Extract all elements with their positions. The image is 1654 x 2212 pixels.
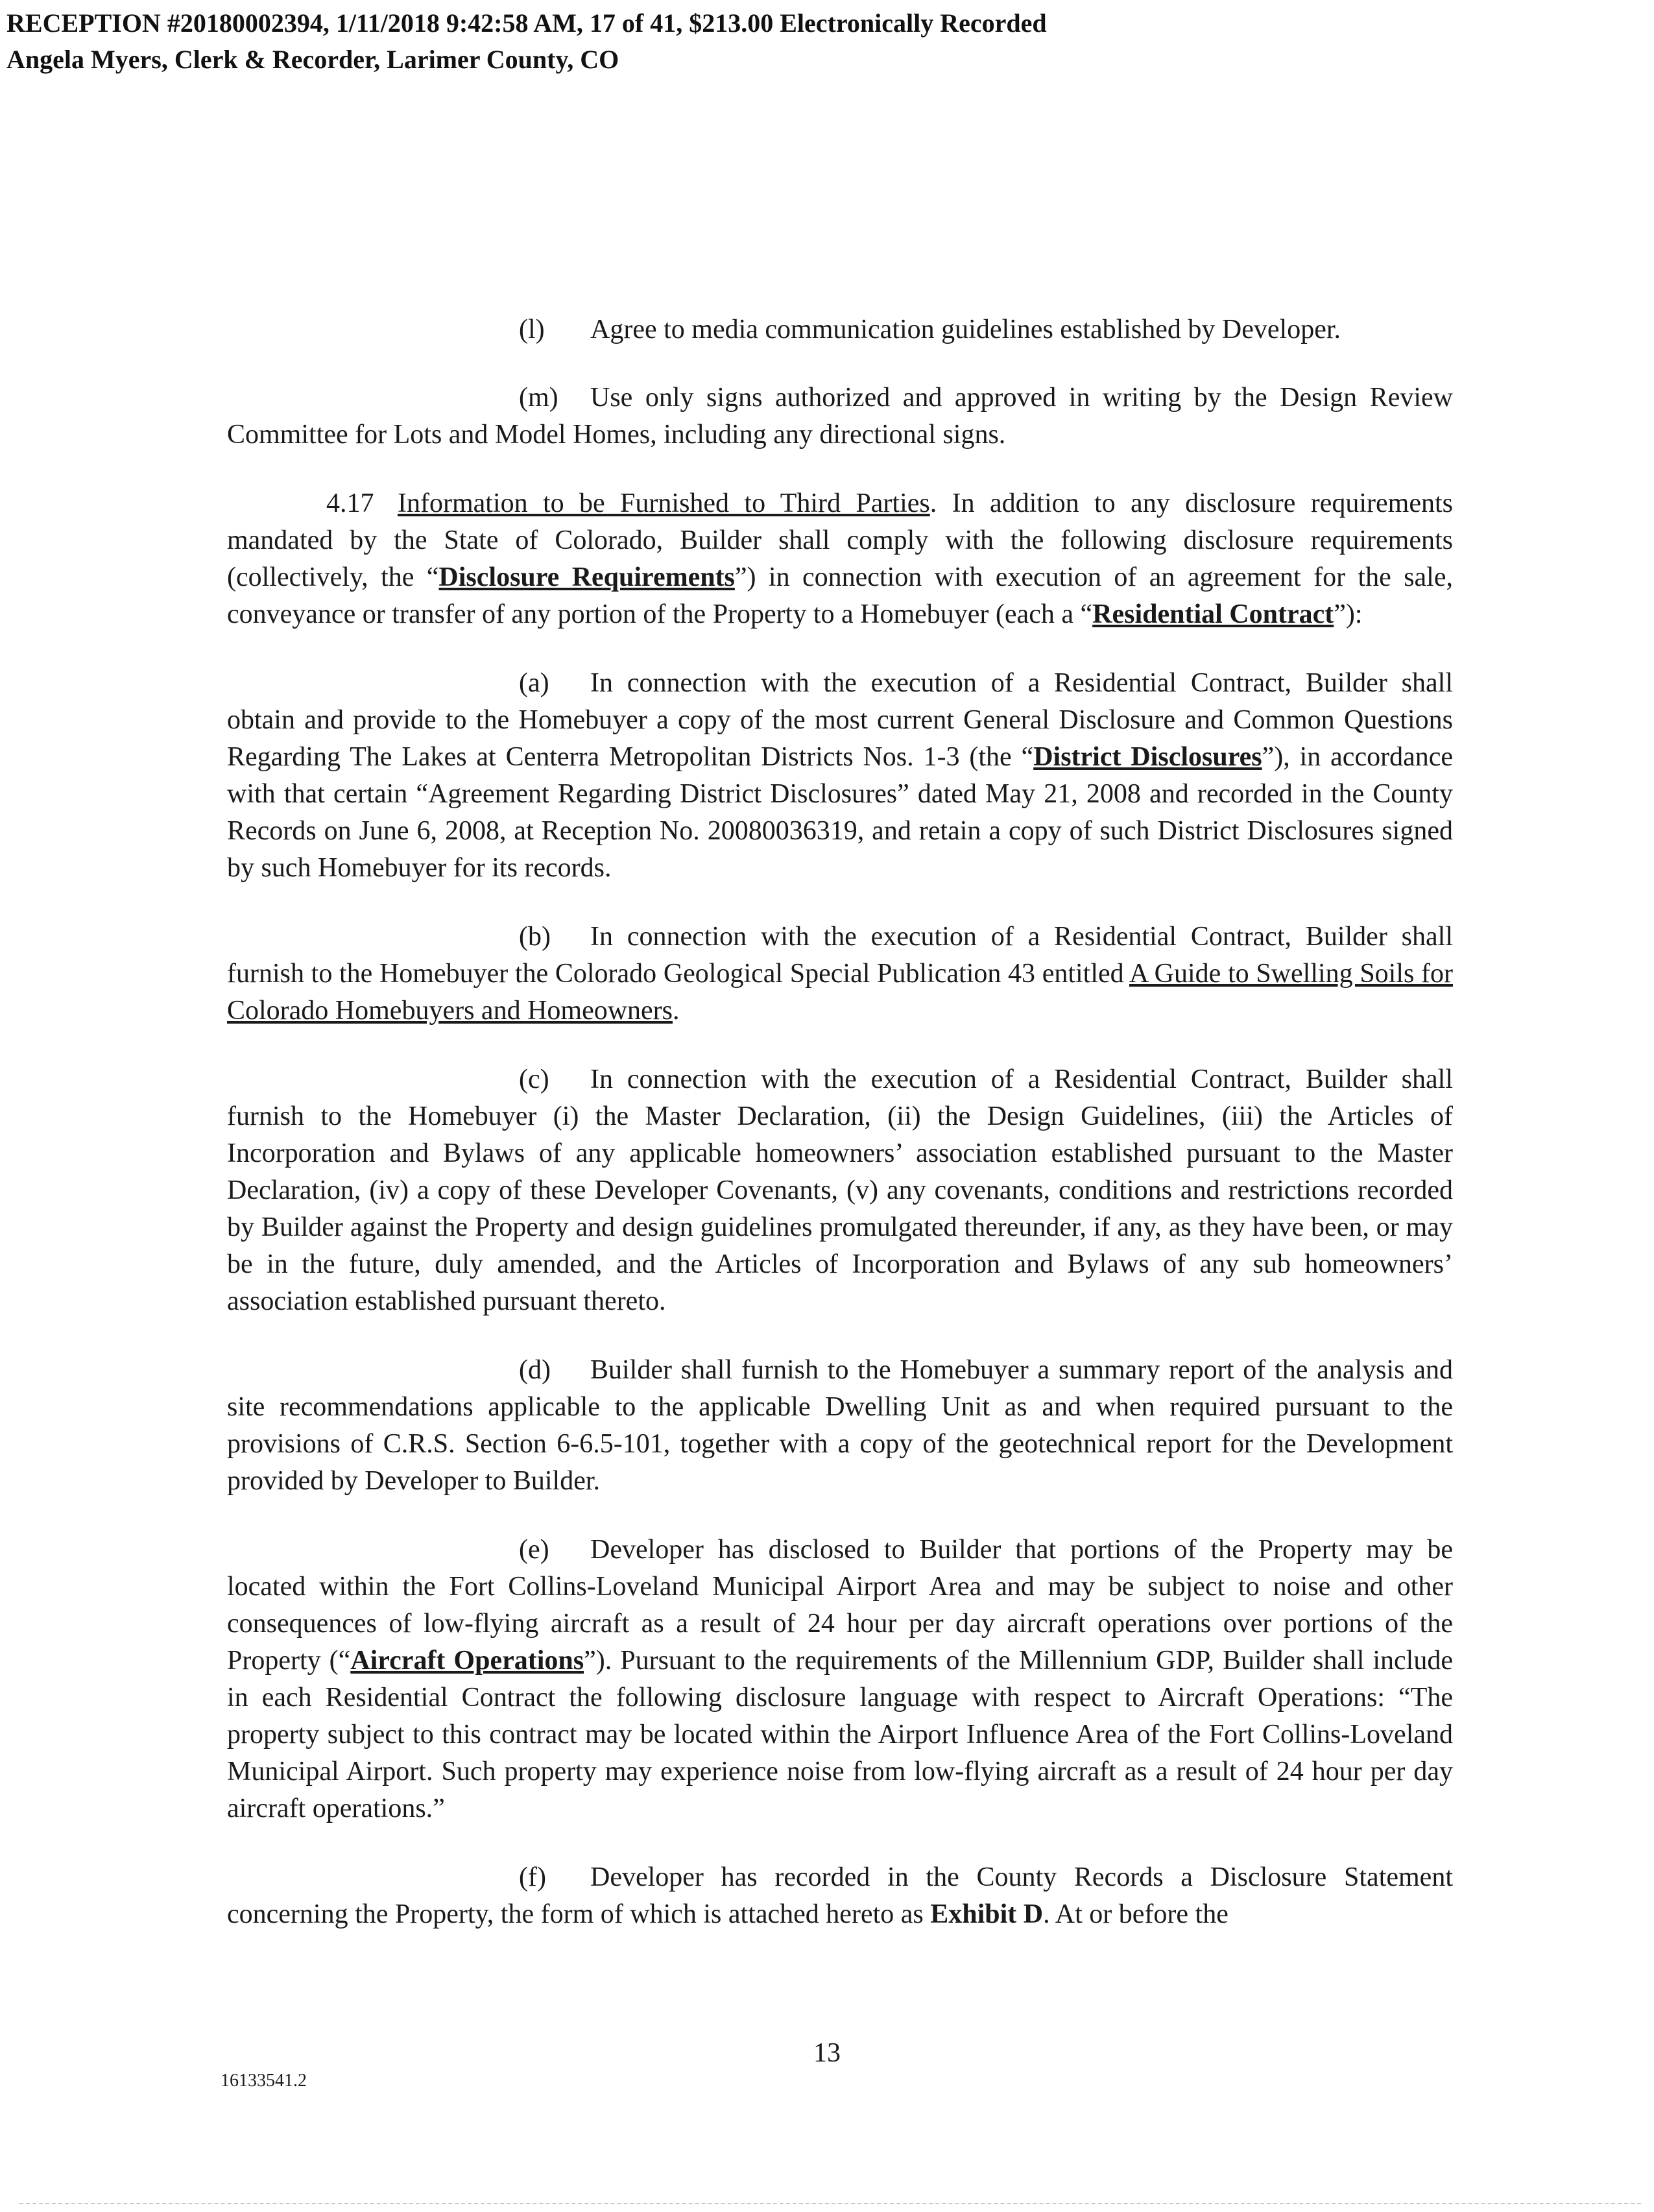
item-m xyxy=(227,379,1453,453)
subsection-e-label: (e) xyxy=(519,1535,549,1565)
section-text-2: ”) in connection with execution of an agreement for the sale, conveyance or transfer of any portion of the Property to a Homebuyer (each a “ xyxy=(227,562,1453,629)
subsection-b xyxy=(227,919,1453,1029)
subsection-f-text-2: . At or before the xyxy=(1043,1899,1229,1929)
subsection-f-label: (f) xyxy=(519,1862,546,1892)
subsection-e-text-2: ”). Pursuant to the requirements of the Millennium GDP, Builder shall include in each Residential Contract the following disclosure language with respect to Aircraft Operations: “The property subject to this contract may be located within the Airport Influence Area of the Fort Collins-Loveland Municipal Airport. Such property may experience noise from low-flying aircraft as a result of 24 hour per day aircraft operations.” xyxy=(227,1646,1453,1823)
subsection-a-text-1: In connection with the execution of a Residential Contract, Builder shall obtain and provide to the Homebuyer a copy of the most current General Disclosure and Common Questions Regarding The Lakes at Centerra Metropolitan Districts Nos. 1-3 (the “ xyxy=(227,668,1453,772)
subsection-a-text-2: ”), in accordance with that certain “Agreement Regarding District Disclosures” dated May 21, 2008 and recorded in the County Records on June 6, 2008, at Reception No. 20080036319, and retain a copy of such District Disclosures signed by such Homebuyer for its records. xyxy=(227,742,1453,883)
subsection-c-label: (c) xyxy=(519,1064,549,1094)
item-m-label: (m) xyxy=(519,383,558,413)
subsection-b-text-2: . xyxy=(673,996,680,1026)
defined-term-aircraft-operations: Aircraft Operations xyxy=(350,1646,584,1676)
section-text-3: ”): xyxy=(1334,599,1363,629)
section-heading: Information to be Furnished to Third Parties xyxy=(398,488,930,518)
item-m-text: Use only signs authorized and approved in writing by the Design Review Committee for Lots and Model Homes, including any directional signs. xyxy=(227,383,1453,450)
recording-header-line-2: Angela Myers, Clerk & Recorder, Larimer County, CO xyxy=(6,45,619,74)
section-number: 4.17 xyxy=(326,488,374,518)
subsection-e-text-1: Developer has disclosed to Builder that portions of the Property may be located within the Fort Collins-Loveland Municipal Airport Area and may be subject to noise and other consequences of low-flying aircraft as a result of 24 hour per day aircraft operations over portions of the Property (“ xyxy=(227,1535,1453,1676)
scan-edge-line xyxy=(19,2203,1641,2204)
defined-term-disclosure-requirements: Disclosure Requirements xyxy=(438,562,735,592)
subsection-c-text: In connection with the execution of a Residential Contract, Builder shall furnish to the Homebuyer (i) the Master Declaration, (ii) the Design Guidelines, (iii) the Articles of Incorporation and Bylaws of any applicable homeowners’ association established pursuant to the Master Declaration, (iv) a copy of these Developer Covenants, (v) any covenants, conditions and restrictions recorded by Builder against the Property and design guidelines promulgated thereunder, if any, as they have been, or may be in the future, duly amended, and the Articles of Incorporation and Bylaws of any sub homeowners’ association established pursuant thereto. xyxy=(227,1064,1453,1316)
recording-header-line-1: RECEPTION #20180002394, 1/11/2018 9:42:58 AM, 17 of 41, $213.00 Electronically Recorded xyxy=(6,8,1047,38)
subsection-f xyxy=(227,1859,1453,1933)
section-4-17 xyxy=(227,485,1453,633)
page-number: 13 xyxy=(813,2038,841,2068)
recording-header xyxy=(6,5,1047,78)
subsection-f-text-1: Developer has recorded in the County Records a Disclosure Statement concerning the Property, the form of which is attached hereto as xyxy=(227,1862,1453,1929)
document-id: 16133541.2 xyxy=(221,2071,307,2091)
document-body xyxy=(227,311,1453,1965)
subsection-a-label: (a) xyxy=(519,668,549,698)
section-heading-period: . xyxy=(929,488,937,518)
exhibit-reference: Exhibit D xyxy=(930,1899,1044,1929)
subsection-d xyxy=(227,1352,1453,1500)
subsection-a xyxy=(227,665,1453,887)
item-l-label: (l) xyxy=(519,315,545,344)
publication-title: A Guide to Swelling Soils for Colorado Homebuyers and Homeowners xyxy=(227,959,1453,1026)
defined-term-residential-contract: Residential Contract xyxy=(1092,599,1334,629)
section-text-1: In addition to any disclosure requirements mandated by the State of Colorado, Builder shall comply with the following disclosure requirements (collectively, the “ xyxy=(227,488,1453,592)
subsection-b-label: (b) xyxy=(519,922,551,952)
item-l-text: Agree to media communication guidelines established by Developer. xyxy=(590,315,1341,344)
subsection-e xyxy=(227,1532,1453,1827)
subsection-c xyxy=(227,1061,1453,1320)
subsection-d-label: (d) xyxy=(519,1355,551,1385)
subsection-b-text-1: In connection with the execution of a Residential Contract, Builder shall furnish to the Homebuyer the Colorado Geological Special Publication 43 entitled xyxy=(227,922,1453,989)
item-l xyxy=(227,311,1453,348)
subsection-d-text: Builder shall furnish to the Homebuyer a summary report of the analysis and site recommendations applicable to the applicable Dwelling Unit as and when required pursuant to the provisions of C.R.S. Section 6-6.5-101, together with a copy of the geotechnical report for the Development provided by Developer to Builder. xyxy=(227,1355,1453,1496)
defined-term-district-disclosures: District Disclosures xyxy=(1033,742,1262,772)
